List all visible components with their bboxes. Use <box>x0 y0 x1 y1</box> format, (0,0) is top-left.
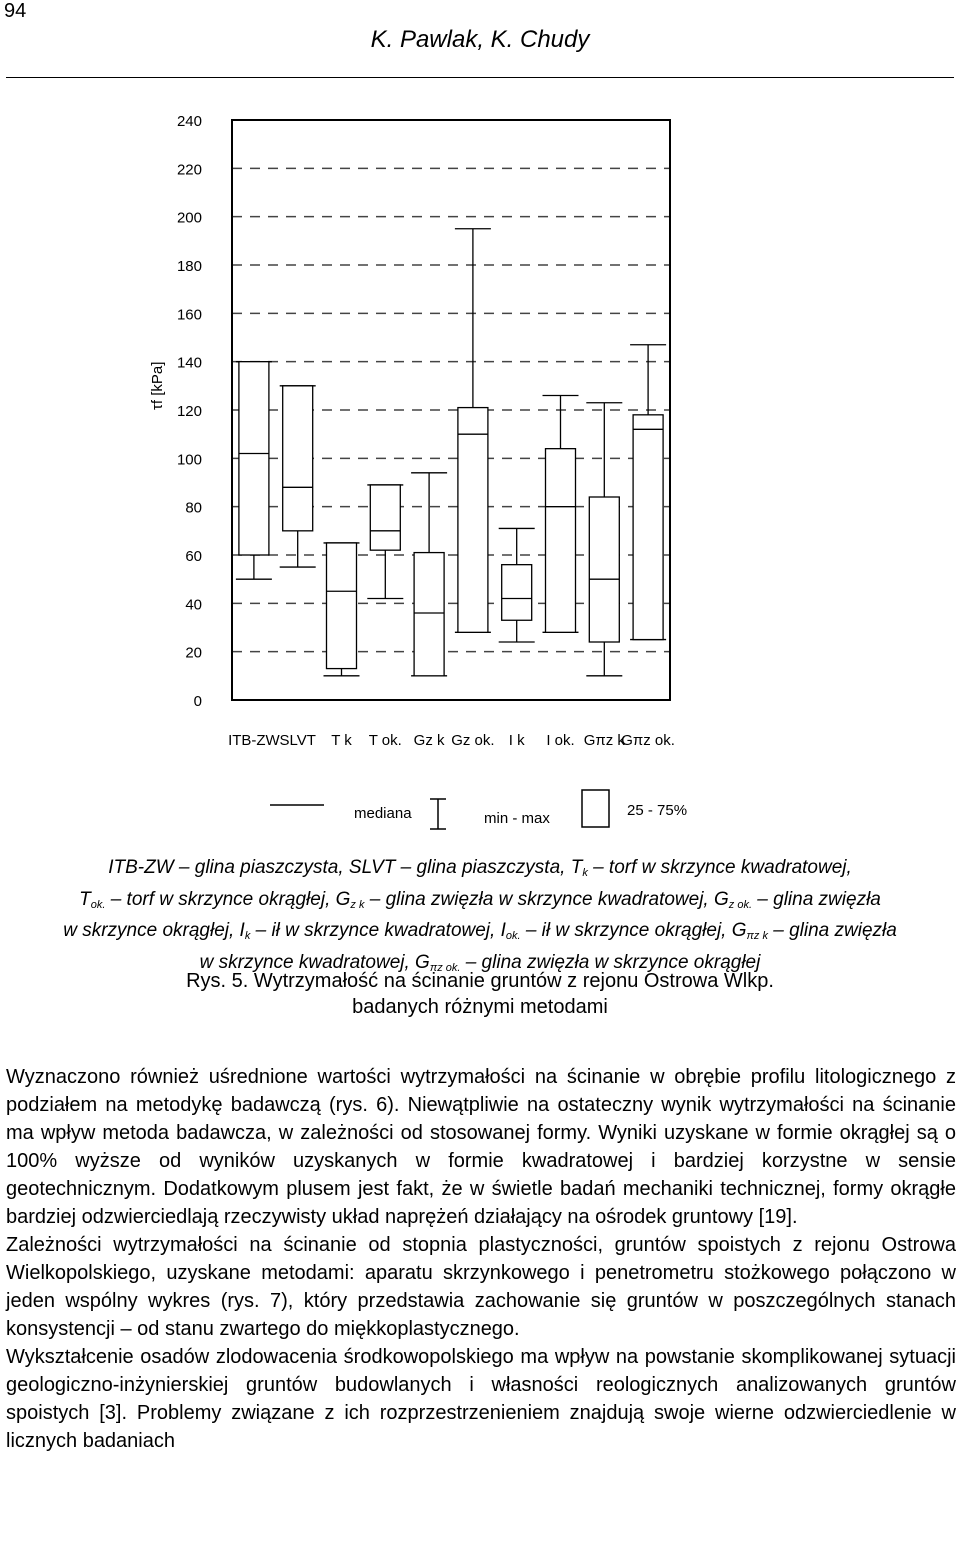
x-tick-label: T ok. <box>368 732 402 749</box>
paragraph-3: Wykształcenie osadów zlodowacenia środkowopolskiego ma wpływ na powstanie skomplikowanej sytuacji geologiczno-inżynierskiej gruntów budowlanych i własności reologicznych analizowanych gruntów spoistych [3]. Problemy związane z ich rozprzestrzenieniem znajdują swoje wierne odzwierciedlenie w licznych badaniach <box>6 1346 956 1452</box>
y-tick-label: 60 <box>185 548 202 565</box>
legend-box-swatch <box>582 790 609 827</box>
y-tick-label: 120 <box>176 403 202 420</box>
iqr-box <box>546 449 576 633</box>
box-5 <box>455 229 491 633</box>
y-tick-label: 80 <box>185 499 202 517</box>
y-axis-label: τf [kPa] <box>149 361 166 411</box>
box-7 <box>543 396 579 633</box>
x-tick-label: Gz k <box>413 732 445 749</box>
iqr-box <box>633 415 663 640</box>
box-2 <box>324 543 360 676</box>
box-0 <box>236 362 272 579</box>
y-tick-label: 140 <box>176 354 202 372</box>
x-tick-label: I k <box>508 732 525 749</box>
y-tick-label: 220 <box>176 161 202 179</box>
y-tick-label: 20 <box>185 644 202 662</box>
box-4 <box>411 473 447 676</box>
box-1 <box>280 386 316 567</box>
box-layer <box>236 229 666 676</box>
y-tick-label: 160 <box>176 306 202 324</box>
x-tick-labels <box>228 732 675 749</box>
y-tick-label: 0 <box>193 693 202 710</box>
legend-range-swatch <box>430 799 446 829</box>
figure-caption-line-2: badanych różnymi metodami <box>352 996 608 1018</box>
x-tick-label: ITB-ZW <box>228 732 280 749</box>
x-tick-label: Gz ok. <box>451 732 495 749</box>
chart-legend <box>260 785 720 845</box>
x-tick-label: SLVT <box>279 732 316 749</box>
running-head-authors: K. Pawlak, K. Chudy <box>370 26 590 53</box>
box-6 <box>499 528 535 642</box>
x-tick-label: Gπz ok. <box>621 732 675 749</box>
iqr-box <box>589 497 619 642</box>
y-tick-label: 40 <box>185 596 202 614</box>
x-tick-label: Gπz k <box>583 732 625 749</box>
paragraph-1: Wyznaczono również uśrednione wartości wytrzymałości na ścinanie w obrębie profilu litologicznego z podziałem na metodykę badawczą (rys. 6). Niewątpliwie na ostateczny wynik wytrzymałości na ścinanie ma wpływ metoda badawcza, w zależności od stosowanej formy. Wyniki uzyskane w formie okrągłej są o 100% wyższe od wyników uzyskanych w formie kwadratowej i bardziej korzystne w sensie geotechnicznym. Dodatkowym plusem jest fakt, że w świetle badań mechaniki technicznej, formy okrągłe bardziej odzwierciedlają rzeczywisty układ naprężeń działający na ośrodek gruntowy [19]. <box>6 1066 956 1228</box>
iqr-box <box>370 485 400 550</box>
box-3 <box>367 485 403 599</box>
x-tick-label: I ok. <box>546 732 575 749</box>
figure-legend-text: ITB-ZW – glina piaszczysta, SLVT – glina piaszczysta, $T_k$ – torf w skrzynce kwadratowej, $T_{ok.}$ – torf w skrzynce okrągłej, $G_{z k}$ – glina zwięzła w skrzynce kwadratowej, $G_{z ok.}$ – glina zwięzła w skrzynce okrągłej, $I_k$ – ił w skrzynce kwadratowej, $I_{ok.}$ – ił w skrzynce okrągłej, $G_{\pi z k}$ – glina zwięzła w skrzynce kwadratowej, $G_{\pi z ok.}$ – glina zwięzła w skrzynce okrągłej <box>63 857 897 974</box>
legend-median-label: mediana <box>354 805 412 822</box>
body-text <box>6 1063 956 1455</box>
y-tick-label: 100 <box>176 451 202 469</box>
paragraph-2: Zależności wytrzymałości na ścinanie od stopnia plastyczności, gruntów spoistych z rejonu Ostrowa Wielkopolskiego, uzyskane metodami: aparatu skrzynkowego i penetrometru stożkowego połączono w jeden wspólny wykres (rys. 7), który przedstawia zachowanie się gruntów w poszczególnych stanach konsystencji – od stanu zwartego do miękkoplastycznego. <box>6 1234 956 1340</box>
y-tick-label: 180 <box>176 258 202 275</box>
page-number: 94 <box>4 0 27 22</box>
y-tick-labels <box>177 113 202 710</box>
iqr-box <box>239 362 269 555</box>
y-tick-label: 200 <box>176 209 202 227</box>
x-tick-label: T k <box>331 732 352 749</box>
header-rule <box>6 77 954 78</box>
iqr-box <box>458 408 488 633</box>
box-9 <box>630 345 666 640</box>
legend-box-label: 25 - 75% <box>627 802 688 819</box>
iqr-box <box>283 386 313 531</box>
figure-caption <box>0 968 960 1020</box>
iqr-box <box>414 553 444 676</box>
iqr-box <box>327 543 357 669</box>
box-8 <box>586 403 622 676</box>
box-plot-chart <box>140 100 820 760</box>
legend-range-label: min - max <box>484 810 550 827</box>
figure-caption-line-1: Rys. 5. Wytrzymałość na ścinanie gruntów z rejonu Ostrowa Wlkp. <box>186 970 774 992</box>
y-tick-label: 240 <box>176 113 202 130</box>
iqr-box <box>502 565 532 621</box>
